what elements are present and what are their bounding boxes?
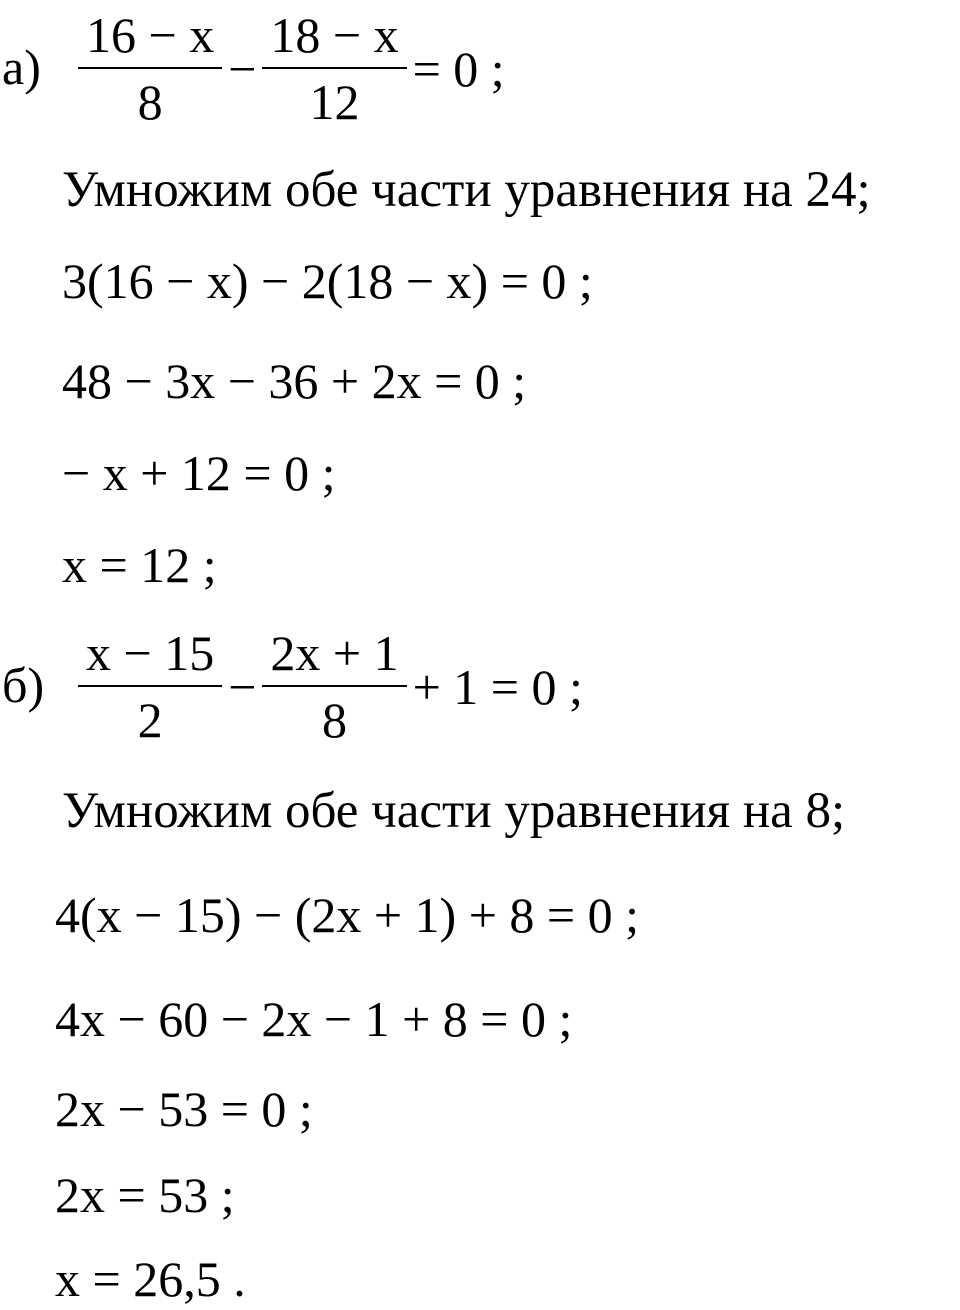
part-a-fraction-2-denominator: 12	[309, 74, 360, 130]
part-a-fraction-1-numerator: 16 − x	[78, 8, 222, 69]
part-b-fraction-2-numerator: 2x + 1	[262, 626, 406, 687]
part-b-label: б)	[2, 657, 45, 713]
part-a-instruction: Умножим обе части уравнения на 24;	[62, 162, 871, 218]
part-b-fraction-2-denominator: 8	[322, 692, 347, 748]
part-a-step-4: x = 12 ;	[62, 537, 217, 593]
part-a-equation-rest: = 0 ;	[412, 41, 505, 97]
part-a-step-1: 3(16 − x) − 2(18 − x) = 0 ;	[62, 253, 593, 309]
part-b-fraction-1-numerator: x − 15	[78, 626, 222, 687]
part-b-fraction-2	[262, 626, 406, 748]
part-b-equation	[76, 626, 587, 748]
part-b-step-1: 4(x − 15) − (2x + 1) + 8 = 0 ;	[55, 887, 639, 943]
part-b-equation-rest: + 1 = 0 ;	[412, 659, 583, 715]
part-b-step-3: 2x − 53 = 0 ;	[55, 1081, 313, 1137]
part-a-fraction-2-numerator: 18 − x	[262, 8, 406, 69]
part-a-fraction-1-denominator: 8	[137, 74, 163, 130]
part-b-instruction: Умножим обе части уравнения на 8;	[62, 783, 846, 839]
part-a-label: а)	[2, 39, 41, 95]
part-b-step-4: 2x = 53 ;	[55, 1167, 235, 1223]
part-a-step-3: − x + 12 = 0 ;	[62, 445, 336, 501]
part-a-operator: −	[228, 41, 257, 97]
part-b-fraction-1	[78, 626, 222, 748]
part-a-step-2: 48 − 3x − 36 + 2x = 0 ;	[62, 353, 527, 409]
part-b-step-2: 4x − 60 − 2x − 1 + 8 = 0 ;	[55, 991, 573, 1047]
part-b-operator: −	[228, 659, 257, 715]
part-b-fraction-1-denominator: 2	[137, 692, 163, 748]
part-b-step-5: x = 26,5 .	[55, 1251, 246, 1307]
part-a-fraction-1	[78, 8, 222, 130]
part-a-fraction-2	[262, 8, 406, 130]
part-a-equation	[76, 8, 509, 130]
